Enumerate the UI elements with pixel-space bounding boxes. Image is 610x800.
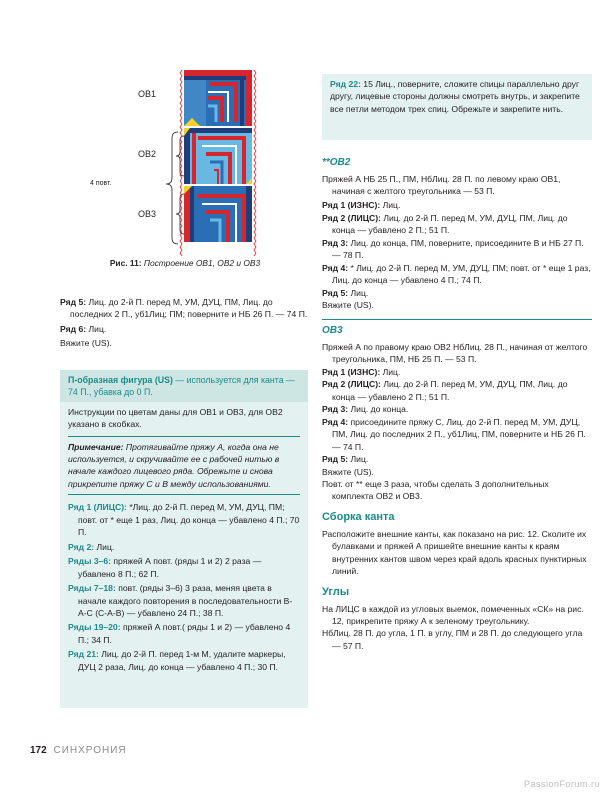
ov3-row-2: Ряд 2 (ЛИЦС): Лиц. до 2-й П. перед М, УМ, ДУЦ, ПМ, Лиц. до конца — убавлено 2 П.; 51 П. [322,379,568,402]
ov2-row-2: Ряд 2 (ЛИЦС): Лиц. до 2-й П. перед М, УМ, ДУЦ, ПМ, Лиц. до конца — убавлено 2 П.; 51 П. [322,212,568,236]
left-knit-us: Вяжите (US). [60,338,112,349]
left-row-5: Ряд 5: Лиц. до 2-й П. перед М, УМ, ДУЦ, ПМ, Лиц. до последних 2 П., уб1Лиц; ПМ; поверните и НБ 26 П. — 74 П. [60,297,308,320]
ov2-heading: **ОВ2 [322,157,351,168]
figure-caption [60,257,310,269]
box-row-1: Ряд 1 (ЛИЦС): *Лиц. до 2-й П. перед М, УМ, ДУЦ, ПМ; повт. от * еще 1 раз, Лиц. до конца — убавлено 4 П.; 70 П. [68,502,300,538]
corners-p2: НбЛиц. 28 П. до угла, 1 П. в углу, ПМ и 28 П. до следующего угла — 57 П. [322,628,583,651]
row22-text: 15 Лиц., поверните, сложите спицы параллельно друг другу, лицевые стороны должны смотреть внутрь, и закрепите все петли методом трех спиц. Обрежьте и закрепите нить. [330,79,580,114]
brace-ov2 [176,136,184,176]
u-shape-box [60,370,308,708]
block-ov1 [184,70,252,126]
label-ov2: ОВ2 [138,149,157,159]
label-repeat: 4 повт. [90,180,112,187]
u-shape-intro: Инструкции по цветам даны для ОВ1 и ОВ3, для ОВ2 указано в скобках. [68,406,283,430]
right-column [322,150,592,652]
zigzag-edge-left [180,70,182,256]
ov3-heading: ОВ3 [322,325,343,337]
row22-label: Ряд 22: [330,79,361,89]
ov3-row-5: Ряд 5: Лиц. [322,454,369,465]
u-shape-note: Примечание: Протягивайте пряжу А, когда она не используется, и скручивайте ее с рабочей нитью в начале каждого лицевого ряда. Обрежьте и снова прикрепите пряжу С и В между использованиями. [68,436,300,496]
label-ov1: ОВ1 [138,89,157,99]
ov3-row-3: Ряд 3: Лиц. до конца. [322,404,409,415]
brace-ov3 [176,194,184,234]
box-row-3: Ряды 3–6: пряжей А повт. (ряды 1 и 2) 2 раза — убавлено 8 П.; 62 П. [68,556,262,579]
ov2-row-1: Ряд 1 (ИЗНС): Лиц. [322,200,401,211]
zigzag-edge-right [254,70,256,256]
ov3-row-4: Ряд 4: присоедините пряжу С, Лиц. до 2-й П. перед М, УМ, ДУЦ, ПМ, Лиц. до последних 2 П., уб1Лиц, ПМ, поверните и НБ 26 П. — 74 П. [322,416,586,452]
ov2-intro: Пряжей А НБ 25 П., ПМ, НбЛиц. 28 П. по левому краю ОВ1, начиная с желтого треугольника — 53 П. [322,173,561,196]
ov3-repeat: Повт. от ** еще 3 раза, чтобы сделать 3 дополнительных комплекта ОВ2 и ОВ3. [322,478,549,502]
ov2-row-3: Ряд 3: Лиц. до конца, ПМ, поверните, присоедините В и НБ 27 П. — 78 П. [322,237,584,261]
block-ov2 [184,128,252,184]
ov2-row-5: Ряд 5: Лиц. [322,287,369,298]
left-row-6: Ряд 6: Лиц. [60,323,107,334]
box-row-6: Ряд 21: Лиц. до 2-й П. перед 1-м М, удалите маркеры, ДУЦ 2 раза, Лиц. до конца — убавлено 4 П.; 30 П. [68,649,286,672]
block-ov3 [184,186,252,242]
page-footer [30,744,127,759]
figure-11 [60,66,310,286]
assembly-text: Расположите внешние канты, как показано на рис. 12. Сколите их булавками и пряжей А пришейте внешние канты к краям внутренних кантов швом через край вдоль красных пунктирных линий. [322,528,587,577]
caption-text: Построение ОВ1, ОВ2 и ОВ3 [143,258,261,268]
label-ov3: ОВ3 [138,209,157,219]
u-shape-heading: П-образная фигура (US) — используется для канта — 74 П., убавка до 0 П. [60,370,308,402]
box-row-4: Ряды 7–18: повт. (ряды 3–6) 3 раза, меняя цвета в начале каждого повторения в последовательности В-А-С (С-А-В) — убавлено 24 П.; 38 П. [68,583,293,618]
watermark: PassionForum.ru [523,779,600,789]
ov3-intro: Пряжей А по правому краю ОВ2 НбЛиц. 28 П., начиная от желтого треугольника, ПМ, НБ 25 П. — 53 П. [322,341,588,365]
ov3-rule [322,319,592,320]
figure-diagram [60,66,310,256]
assembly-heading: Сборка канта [322,510,395,523]
ov3-row-1: Ряд 1 (ИЗНС): Лиц. [322,366,401,377]
box-row-5: Ряды 19–20: пряжей А повт.( ряды 1 и 2) — убавлено 4 П.; 34 П. [68,622,291,645]
magazine-name: СИНХРОНИЯ [53,745,127,756]
page-number: 172 [30,745,47,756]
left-column [60,296,308,352]
ov3-knit-us: Вяжите (US). [322,466,374,477]
box-row-2: Ряд 2: Лиц. [68,541,115,552]
brace-repeat [166,132,178,244]
row22-box [322,74,592,140]
corners-heading: Углы [322,585,350,598]
caption-number: Рис. 11: [109,258,142,268]
corners-p1: На ЛИЦС в каждой из угловых выемок, помеченных «СК» на рис. 12, прикрепите пряжу А к зеленому треугольнику. [322,603,584,627]
ov2-row-4: Ряд 4: * Лиц. до 2-й П. перед М, УМ, ДУЦ, ПМ; повт. от * еще 1 раз, Лиц. до конца — убавлено 4 П.; 74 П. [322,262,591,286]
ov2-knit-us: Вяжите (US). [322,300,374,311]
